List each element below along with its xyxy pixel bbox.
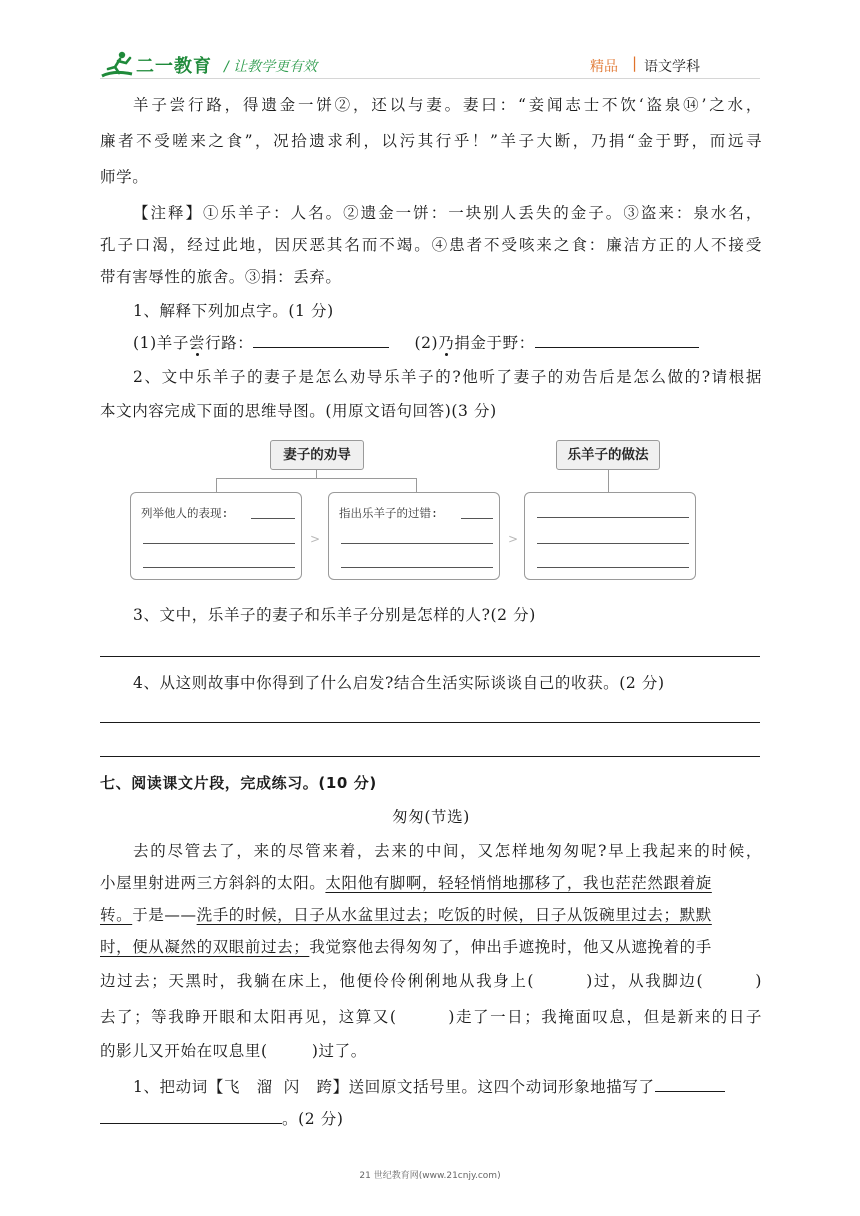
brand-name: 二一教育 <box>136 56 212 77</box>
mindmap-title-left: 妻子的劝导 <box>270 440 364 470</box>
passage-line: 师学。 <box>100 168 149 186</box>
answer-blank[interactable] <box>143 543 295 544</box>
passage-line: 的影儿又开始在叹息里( )过了。 <box>100 1042 367 1060</box>
question-4: 4、从这则故事中你得到了什么启发?结合生活实际谈谈自己的收获。(2 分) <box>133 674 665 692</box>
answer-line[interactable] <box>100 656 760 657</box>
item-b-prefix: (2) <box>414 334 439 352</box>
answer-blank[interactable] <box>251 518 295 519</box>
answer-blank[interactable] <box>537 543 689 544</box>
brand-slogan: / 让教学更有效 <box>224 59 318 75</box>
answer-line[interactable] <box>100 722 760 723</box>
answer-line[interactable] <box>100 756 760 757</box>
underlined-text: 洗手的时候，日子从水盆里过去；吃饭的时候，日子从饭碗里过去；默默 <box>196 906 712 924</box>
item-a-suffix: 行路： <box>205 334 254 352</box>
passage-line: 廉者不受嗟来之食”，况拾遗求利，以污其行乎！”羊子大断，乃捐“金于野，而远寻 <box>100 132 762 150</box>
tag-separator: | <box>632 54 638 72</box>
connector <box>608 470 609 492</box>
answer-blank[interactable] <box>341 543 493 544</box>
arrow-icon: > <box>508 532 519 546</box>
notes-line: 带有害辱性的旅舍。③捐：丢弃。 <box>100 268 342 286</box>
passage-line: 边过去；天黑时，我躺在床上，他便伶伶俐俐地从我身上( )过，从我脚边( ) <box>100 972 762 990</box>
question-7-1 <box>133 1072 762 1102</box>
answer-blank[interactable] <box>655 1074 725 1092</box>
mindmap-box-others <box>130 492 302 580</box>
passage-text: 小屋里射进两三方斜斜的太阳。 <box>100 874 326 892</box>
answer-blank[interactable] <box>341 567 493 568</box>
question-1-items <box>133 328 762 358</box>
underlined-text: 时，便从凝然的双眼前过去； <box>100 938 310 956</box>
answer-blank[interactable] <box>461 518 493 519</box>
connector <box>216 478 416 479</box>
mindmap-box-fault <box>328 492 500 580</box>
arrow-icon: > <box>310 532 321 546</box>
connector <box>216 478 217 492</box>
passage-line <box>100 900 762 930</box>
answer-blank[interactable] <box>100 1106 282 1124</box>
answer-blank[interactable] <box>537 517 689 518</box>
passage-text: 于是—— <box>132 906 197 924</box>
question-2-line: 2、文中乐羊子的妻子是怎么劝导乐羊子的?他听了妻子的劝告后是怎么做的?请根据 <box>133 368 762 386</box>
box-label: 列举他人的表现: <box>141 506 229 520</box>
notes-line: 孔子口渴，经过此地，因厌恶其名而不竭。④患者不受咳来之食：廉洁方正的人不接受 <box>100 236 762 254</box>
mind-map <box>128 438 700 582</box>
answer-blank[interactable] <box>537 567 689 568</box>
question-text: 1、把动词【飞 溜 闪 跨】送回原文括号里。这四个动词形象地描写了 <box>133 1078 655 1096</box>
section-heading: 七、阅读课文片段，完成练习。(10 分) <box>100 774 377 792</box>
box-label: 指出乐羊子的过错: <box>339 506 438 520</box>
subject-tag: 语文学科 <box>644 59 700 75</box>
question-7-1-cont <box>100 1104 762 1134</box>
page-footer: 21 世纪教育网(www.21cnjy.com) <box>359 1171 501 1181</box>
mindmap-title-right: 乐羊子的做法 <box>556 440 660 470</box>
answer-blank[interactable] <box>535 330 699 348</box>
underlined-text: 太阳他有脚啊，轻轻悄悄地挪移了，我也茫茫然跟着旋 <box>325 874 712 892</box>
passage-line <box>100 868 762 898</box>
answer-blank[interactable] <box>253 330 389 348</box>
mindmap-box-action <box>524 492 696 580</box>
passage-line: 羊子尝行路，得遗金一饼②，还以与妻。妻曰：“妾闻志士不饮‘盗泉⑭’之水， <box>133 96 762 114</box>
dotted-char: 乃 <box>438 334 455 352</box>
header-divider <box>100 78 760 79</box>
question-3: 3、文中，乐羊子的妻子和乐羊子分别是怎样的人?(2 分) <box>133 606 536 624</box>
item-a-prefix: (1)羊子 <box>133 334 189 352</box>
question-2-line: 本文内容完成下面的思维导图。(用原文语句回答)(3 分) <box>100 402 497 420</box>
dotted-char: 尝 <box>188 334 206 352</box>
connector <box>416 478 417 492</box>
passage-line: 去的尽管去了，来的尽管来着，去来的中间，又怎样地匆匆呢?早上我起来的时候， <box>133 842 762 860</box>
answer-blank[interactable] <box>143 567 295 568</box>
passage-text: 我觉察他去得匆匆了，伸出手遮挽时，他又从遮挽着的手 <box>309 938 712 956</box>
item-b-suffix: 捐金于野： <box>454 334 535 352</box>
question-text: 。(2 分) <box>282 1110 344 1128</box>
passage-line <box>100 932 762 962</box>
notes-line: 【注释】①乐羊子：人名。②遗金一饼：一块别人丢失的金子。③盗来：泉水名， <box>133 204 762 222</box>
question-1: 1、解释下列加点字。(1 分) <box>133 302 334 320</box>
passage-title: 匆匆(节选) <box>392 808 470 826</box>
page-header <box>100 46 760 86</box>
runner-logo-icon <box>100 50 134 80</box>
connector <box>316 470 317 478</box>
quality-tag: 精品 <box>590 59 618 75</box>
passage-line: 去了；等我睁开眼和太阳再见，这算又( )走了一日；我掩面叹息，但是新来的日子 <box>100 1008 762 1026</box>
underlined-text: 转。 <box>100 906 133 924</box>
